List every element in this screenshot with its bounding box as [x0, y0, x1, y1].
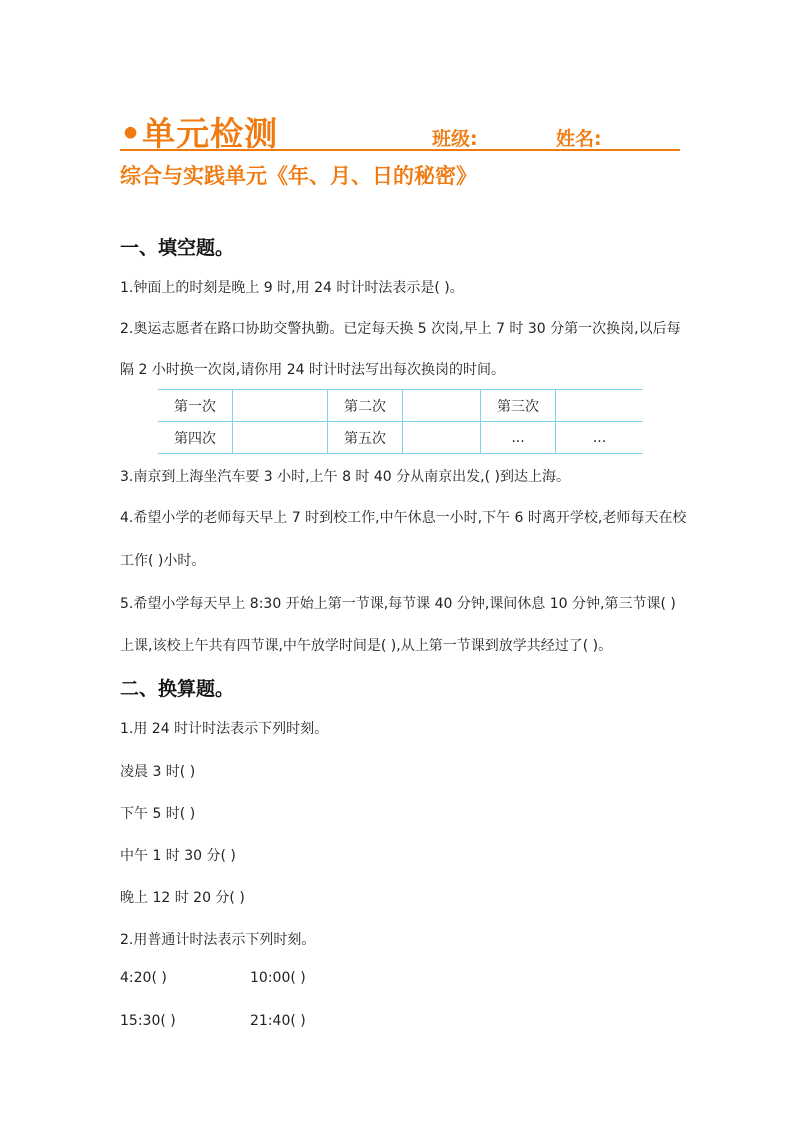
question-3: 3.南京到上海坐汽车要 3 小时,上午 8 时 40 分从南京出发,( )到达上海。	[120, 469, 570, 485]
question-1: 1.钟面上的时刻是晚上 9 时,用 24 时计时法表示是( )。	[120, 280, 464, 296]
question-5-line2: 上课,该校上午共有四节课,中午放学时间是( ),从上第一节课到放学共经过了( )。	[120, 638, 613, 654]
answer-cell[interactable]	[556, 390, 644, 422]
conversion-part-1: 1.用 24 时计时法表示下列时刻。	[120, 721, 329, 737]
name-label: 姓名:	[556, 128, 602, 150]
class-label: 班级:	[432, 128, 478, 150]
question-5-line1: 5.希望小学每天早上 8:30 开始上第一节课,每节课 40 分钟,课间休息 10 分钟,第三节课( )	[120, 596, 676, 612]
conversion-item: 下午 5 时( )	[120, 806, 196, 822]
conversion-item: 晚上 12 时 20 分( )	[120, 890, 245, 906]
table-row	[158, 390, 643, 422]
question-2-line1: 2.奥运志愿者在路口协助交警执勤。已定每天换 5 次岗,早上 7 时 30 分第一次换岗,以后每	[120, 321, 681, 337]
conversion-item: 15:30( )	[120, 1013, 176, 1029]
table-cell: ...	[481, 422, 556, 454]
conversion-item: 4:20( )	[120, 970, 167, 986]
answer-cell[interactable]	[403, 390, 481, 422]
table-cell: ...	[556, 422, 644, 454]
table-cell: 第二次	[328, 390, 403, 422]
table-cell: 第三次	[481, 390, 556, 422]
conversion-part-2: 2.用普通计时法表示下列时刻。	[120, 932, 316, 948]
table-cell: 第一次	[158, 390, 233, 422]
table-row	[158, 422, 643, 454]
conversion-item: 10:00( )	[250, 970, 306, 986]
question-2-line2: 隔 2 小时换一次岗,请你用 24 时计时法写出每次换岗的时间。	[120, 362, 505, 378]
conversion-item: 21:40( )	[250, 1013, 306, 1029]
table-cell: 第五次	[328, 422, 403, 454]
section2-heading: 二、换算题。	[120, 678, 235, 700]
worksheet-title: •单元检测	[120, 114, 279, 153]
conversion-item: 凌晨 3 时( )	[120, 764, 196, 780]
header-divider	[120, 149, 680, 151]
unit-subtitle: 综合与实践单元《年、月、日的秘密》	[120, 164, 477, 188]
answer-cell[interactable]	[233, 422, 328, 454]
section1-heading: 一、填空题。	[120, 237, 235, 259]
answer-cell[interactable]	[403, 422, 481, 454]
question-4-line2: 工作( )小时。	[120, 553, 206, 569]
shift-schedule-table	[158, 389, 643, 454]
conversion-item: 中午 1 时 30 分( )	[120, 848, 236, 864]
answer-cell[interactable]	[233, 390, 328, 422]
question-4-line1: 4.希望小学的老师每天早上 7 时到校工作,中午休息一小时,下午 6 时离开学校,老师每天在校	[120, 510, 687, 526]
table-cell: 第四次	[158, 422, 233, 454]
